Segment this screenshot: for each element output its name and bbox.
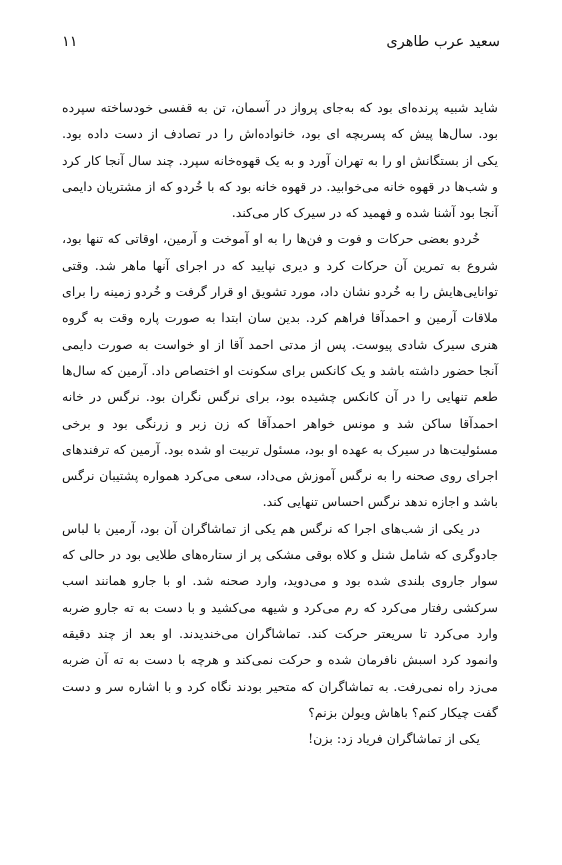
paragraph-4: یکی از تماشاگران فریاد زد: بزن! xyxy=(308,731,480,747)
running-head-author: سعید عرب طاهری xyxy=(386,34,500,50)
paragraph-3: در یکی از شب‌های اجرا که نرگس هم یکی از تماشاگران آن بود، آرمین با لباس جادوگری که شامل شنل و کلاه بوقی مشکی پر از ستاره‌های طلایی بود در حالی که سوار جاروی بلندی شده بود و می‌دوید، وارد صحنه شد. او با جارو همانند اسب سرکشی رفتار می‌کرد که رم می‌کرد و شیهه می‌کشید و با دست به ته جارو ضربه وارد می‌کرد تا سریعتر حرکت کند. تماشاگران می‌خندیدند. او بعد از چند دقیقه وانمود کرد اسبش نافرمان شده و حرکت نمی‌کند و هرچه با دست به ته آن ضربه می‌زد راه نمی‌رفت. به تماشاگران که متحیر بودند نگاه کرد و با اشاره سر و دست گفت چیکار کنم؟ باهاش ویولن بزنم؟ xyxy=(62,520,498,720)
page-number: ۱۱ xyxy=(62,34,78,50)
paragraph-1: شاید شبیه پرنده‌ای بود که به‌جای پرواز در آسمان، تن به قفسی خودساخته سپرده بود. سال‌ها پیش که پسربچه ای بود، خانواده‌اش را در تصادف از دست داده بود. یکی از بستگانش او را به تهران آورد و به یک قهوه‌خانه سپرد. چند سال آنجا کار کرد و شب‌ها در قهوه خانه می‌خوابید. در قهوه خانه بود که با خُردو که از مشتریان دایمی آنجا بود آشنا شده و فهمید که در سیرک کار می‌کند. xyxy=(62,100,498,221)
page-header xyxy=(62,34,500,58)
paragraph-2: خُردو بعضی حرکات و فوت و فن‌ها را به او آموخت و آرمین، اوقاتی که تنها بود، شروع به تمرین آن حرکات کرد و دیری نپایید که در اجرای آنها ماهر شد. وقتی توانایی‌هایش را به خُردو نشان داد، مورد تشویق او قرار گرفت و خُردو زمینه را برای ملاقات آرمین و احمدآقا فراهم کرد. بدین سان ابتدا به صورت پاره وقت به گروه هنری سیرک شادی پیوست. پس از مدتی احمد آقا از او خواست به صورت دایمی آنجا حضور داشته باشد و یک کانکس برای سکونت او اختصاص داد. آرمین که سال‌ها طعم تنهایی را در آن کانکس چشیده بود، برای نرگس نگران بود. نرگس در خانه احمدآقا ساکن شد و مونس خواهر احمدآقا که زن زبر و زرنگی بود و برخی مسئولیت‌ها در سیرک به عهده او بود، مسئول تربیت او شده بود. آرمین که ترفندهای اجرای روی صحنه را به نرگس آموزش می‌داد، سعی می‌کرد همواره پشتیبان نرگس باشد و اجازه ندهد نرگس احساس تنهایی کند. xyxy=(62,231,498,510)
body-text xyxy=(62,95,498,752)
